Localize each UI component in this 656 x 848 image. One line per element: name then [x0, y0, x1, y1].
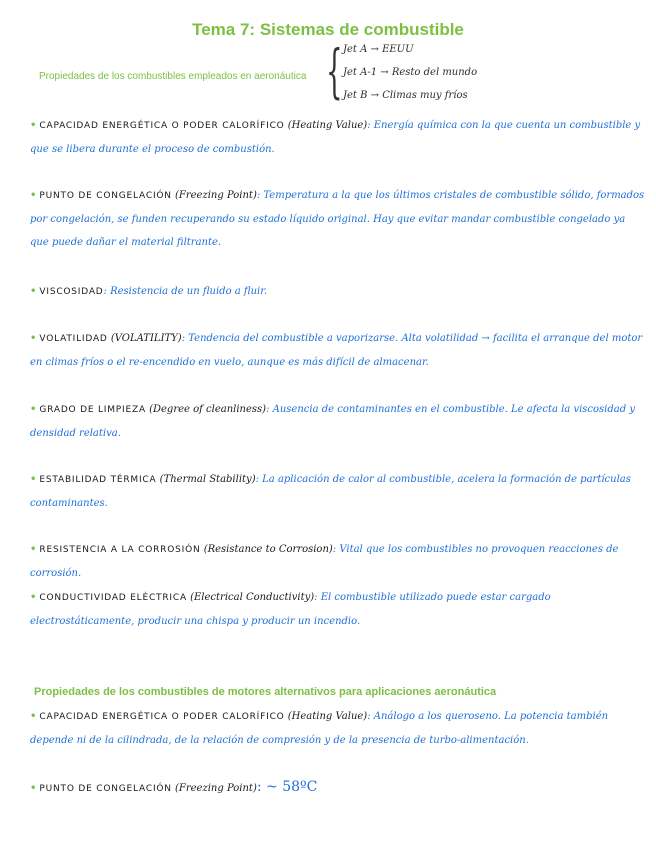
bullet-icon: •: [30, 120, 37, 131]
entry-term-en: (Electrical Conductivity): [190, 592, 315, 603]
entry-definition: : ~ 58ºC: [256, 779, 318, 795]
entry-cleanliness: [30, 398, 646, 445]
section1-heading: Propiedades de los combustibles empleados en aeronáutica: [39, 71, 307, 82]
entry-term: CAPACIDAD ENERGÉTICA O PODER CALORÍFICO: [39, 121, 285, 131]
entry-definition: : Análogo a los queroseno. La potencia también depende ni de la cilindrada, de la relación de compresión y de la presencia de turbo-alimentación.: [30, 711, 609, 746]
bullet-icon: •: [30, 190, 37, 201]
entry-corrosion: [30, 538, 646, 585]
entry-term-en: (Heating Value): [287, 711, 368, 722]
entry-term-en: (Freezing Point): [175, 190, 257, 201]
entry-term: VOLATILIDAD: [39, 334, 108, 344]
page-title: Tema 7: Sistemas de combustible: [192, 20, 464, 39]
entry-term: VISCOSIDAD: [39, 287, 104, 297]
section2-heading: Propiedades de los combustibles de motores alternativos para aplicaciones aeronáutica: [34, 686, 497, 698]
entry-term: PUNTO DE CONGELACIÓN: [39, 784, 172, 794]
entry-term: PUNTO DE CONGELACIÓN: [39, 191, 172, 201]
entry-heating-value-alt: [30, 705, 646, 752]
bullet-icon: •: [30, 333, 37, 344]
jet-list: [343, 44, 477, 113]
entry-heating-value: [30, 114, 646, 161]
entry-term: CAPACIDAD ENERGÉTICA O PODER CALORÍFICO: [39, 712, 285, 722]
entry-definition: : Tendencia del combustible a vaporizarse. Alta volatilidad → facilita el arranque del motor en climas fríos o el re-encendido en vuelo, aunque es más difícil de almacenar.: [30, 333, 643, 368]
bullet-icon: •: [30, 286, 37, 297]
entry-conductivity: [30, 586, 646, 633]
entry-definition: : El combustible utilizado puede estar cargado electrostáticamente, producir una chispa y producir un incendio.: [30, 592, 551, 627]
bullet-icon: •: [30, 783, 37, 794]
brace-icon: {: [326, 37, 343, 105]
entry-term-en: (Thermal Stability): [159, 474, 256, 485]
bullet-icon: •: [30, 474, 37, 485]
entry-viscosity: [30, 280, 646, 304]
entry-thermal-stability: [30, 468, 646, 515]
jet-item: Jet A → EEUU: [343, 44, 414, 55]
entry-term: CONDUCTIVIDAD ELÉCTRICA: [39, 593, 187, 603]
jet-item: Jet B → Climas muy fríos: [343, 90, 468, 101]
entry-freezing-point-alt: [30, 776, 646, 801]
bullet-icon: •: [30, 544, 37, 555]
entry-definition: : La aplicación de calor al combustible, acelera la formación de partículas contaminantes.: [30, 474, 631, 509]
jet-item: Jet A-1 → Resto del mundo: [343, 67, 478, 78]
entry-term-en: (Resistance to Corrosion): [203, 544, 333, 555]
entry-term-en: (Heating Value): [287, 120, 368, 131]
entry-definition: : Vital que los combustibles no provoquen reacciones de corrosión.: [30, 544, 619, 579]
entry-definition: : Resistencia de un fluido a fluir.: [103, 286, 268, 297]
entry-term: RESISTENCIA A LA CORROSIÓN: [39, 545, 201, 555]
bullet-icon: •: [30, 592, 37, 603]
entry-term: GRADO DE LIMPIEZA: [39, 405, 146, 415]
entry-volatility: [30, 327, 646, 374]
entry-definition: : Ausencia de contaminantes en el combustible. Le afecta la viscosidad y densidad relativa.: [30, 404, 635, 439]
bullet-icon: •: [30, 404, 37, 415]
entry-definition: : Temperatura a la que los últimos cristales de combustible sólido, formados por congelación, se funden recuperando su estado líquido original. Hay que evitar mandar combustible congelado ya que puede dañar el material filtrante.: [30, 190, 645, 248]
bullet-icon: •: [30, 711, 37, 722]
entry-term-en: (Degree of cleanliness): [149, 404, 267, 415]
entry-term-en: (VOLATILITY): [110, 333, 182, 344]
entry-term: ESTABILIDAD TÉRMICA: [39, 475, 157, 485]
entry-term-en: (Freezing Point): [175, 783, 257, 794]
entry-definition: : Energía química con la que cuenta un combustible y que se libera durante el proceso de combustión.: [30, 120, 641, 155]
entry-freezing-point: [30, 184, 646, 254]
